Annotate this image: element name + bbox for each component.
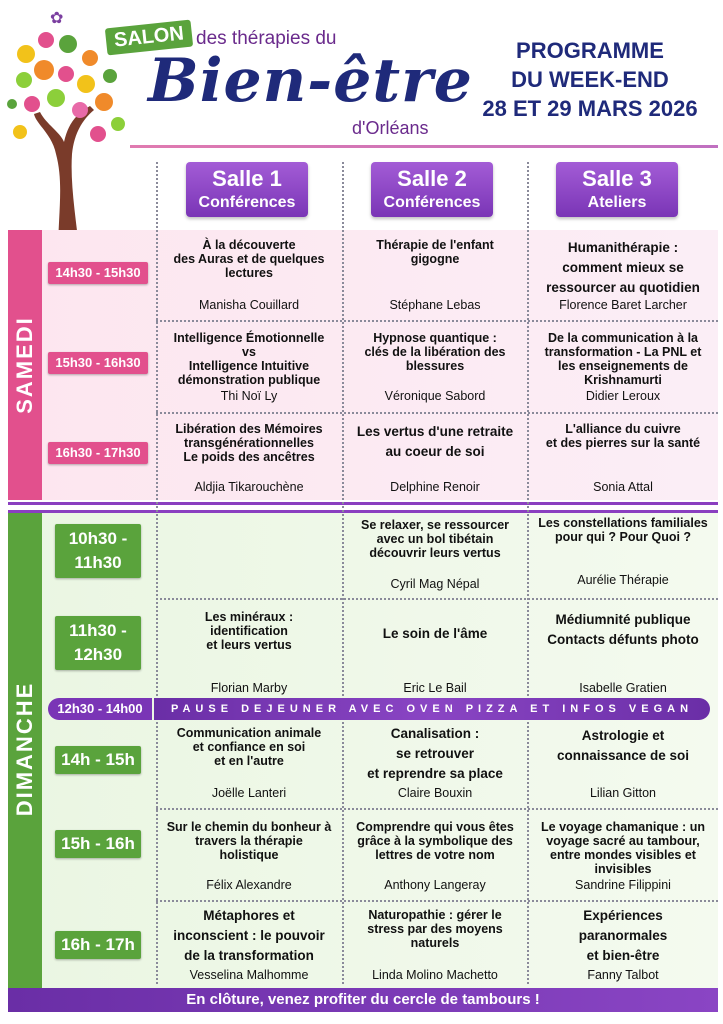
- session-title: Expériences paranormales et bien-être: [578, 908, 668, 963]
- session-title: Humanithérapie : comment mieux se ressourcer au quotidien: [546, 240, 700, 295]
- session-title: Les minéraux : identification et leurs vertus: [204, 610, 294, 652]
- session-title: Naturopathie : gérer le stress par des moyens naturels: [367, 908, 503, 950]
- time-badge: 11h30 - 12h30: [55, 616, 141, 670]
- session-cell: [531, 238, 715, 318]
- session-title: Intelligence Émotionnelle vs Intelligence Intuitive démonstration publique: [173, 331, 325, 387]
- session-cell: [346, 518, 524, 596]
- grid-line: [342, 162, 344, 984]
- column-type: Conférences: [198, 194, 296, 211]
- session-speaker: Lilian Gitton: [589, 786, 656, 800]
- pause-time-badge: 12h30 - 14h00: [48, 698, 152, 720]
- session-cell: [346, 624, 524, 696]
- grid-line: [156, 412, 718, 414]
- session-cell: [160, 238, 338, 318]
- session-speaker: Florence Baret Larcher: [559, 298, 687, 312]
- session-speaker: Joëlle Lanteri: [211, 786, 287, 800]
- samedi-label-bar: [8, 230, 42, 500]
- day-label-samedi: SAMEDI: [12, 316, 37, 414]
- session-title: De la communication à la transformation - La PNL et les enseignements de Krishnamurti: [544, 331, 702, 387]
- session-speaker: Manisha Couillard: [198, 298, 300, 312]
- session-cell: [160, 726, 338, 806]
- column-type: Ateliers: [587, 194, 647, 211]
- session-cell: [531, 422, 715, 498]
- session-cell: [346, 331, 524, 409]
- session-cell: [160, 331, 338, 409]
- session-cell: [531, 516, 715, 594]
- time-badge: 15h - 16h: [55, 830, 141, 858]
- grid-line: [527, 162, 529, 984]
- column-room: Salle 1: [212, 166, 282, 191]
- session-speaker: Fanny Talbot: [587, 968, 659, 982]
- session-cell: [346, 238, 524, 318]
- closing-banner: En clôture, venez profiter du cercle de tambours !: [8, 988, 718, 1012]
- session-cell: [346, 422, 524, 498]
- grid-line: [156, 900, 718, 902]
- session-title: Communication animale et confiance en soi et en l'autre: [176, 726, 322, 768]
- grid-line: [156, 162, 158, 984]
- session-cell: [346, 820, 524, 898]
- session-speaker: Cyril Mag Népal: [390, 577, 480, 591]
- day-label-dimanche: DIMANCHE: [12, 681, 37, 817]
- session-title: Le voyage chamanique : un voyage sacré au tambour, entre mondes visibles et invisibles: [541, 820, 705, 876]
- grid-line: [156, 598, 718, 600]
- session-speaker: Thi Noï Ly: [220, 389, 278, 403]
- column-room: Salle 3: [582, 166, 652, 191]
- butterfly-icon: ✿: [50, 10, 64, 27]
- session-cell: [160, 820, 338, 898]
- lunch-break-banner: PAUSE DEJEUNER AVEC OVEN PIZZA ET INFOS VEGAN: [154, 698, 710, 720]
- time-badge: 16h30 - 17h30: [48, 442, 148, 464]
- column-header-salle-3: [556, 162, 678, 217]
- session-speaker: Stéphane Lebas: [389, 298, 481, 312]
- session-speaker: Aurélie Thérapie: [577, 573, 669, 587]
- column-type: Conférences: [383, 194, 481, 211]
- session-cell: [160, 610, 338, 696]
- session-title: Métaphores et inconscient : le pouvoir de la transformation: [173, 908, 325, 963]
- session-cell: [531, 610, 715, 696]
- session-speaker: Aldjia Tikarouchène: [194, 480, 304, 494]
- header-divider: [130, 145, 718, 148]
- time-badge: 14h - 15h: [55, 746, 141, 774]
- session-cell: [346, 724, 524, 806]
- session-title: Comprendre qui vous êtes grâce à la symbolique des lettres de votre nom: [356, 820, 514, 862]
- session-speaker: Sandrine Filippini: [575, 878, 671, 892]
- session-speaker: Florian Marby: [210, 681, 288, 695]
- session-cell: [531, 331, 715, 409]
- session-title: Se relaxer, se ressourcer avec un bol tibétain découvrir leurs vertus: [360, 518, 510, 560]
- session-title: Le soin de l'âme: [382, 626, 488, 641]
- time-badge: 14h30 - 15h30: [48, 262, 148, 284]
- dimanche-label-bar: [8, 510, 42, 988]
- event-city: d'Orléans: [352, 118, 429, 138]
- session-cell: [160, 422, 338, 498]
- program-heading: [470, 36, 710, 123]
- event-title: Bien-être: [148, 46, 473, 116]
- session-cell: [160, 906, 338, 986]
- program-line: DU WEEK-END: [511, 67, 669, 92]
- time-badge: 10h30 - 11h30: [55, 524, 141, 578]
- session-speaker: Eric Le Bail: [403, 681, 467, 695]
- session-title: Libération des Mémoires transgénérationnelles Le poids des ancêtres: [175, 422, 323, 464]
- column-header-salle-1: [186, 162, 308, 217]
- session-cell: [531, 906, 715, 986]
- time-badge: 15h30 - 16h30: [48, 352, 148, 374]
- session-title: Astrologie et connaissance de soi: [556, 728, 690, 763]
- session-cell: [531, 820, 715, 898]
- session-speaker: Isabelle Gratien: [579, 681, 667, 695]
- session-title: Les constellations familiales pour qui ? Pour Quoi ?: [538, 516, 708, 544]
- session-title: À la découverte des Auras et de quelques lectures: [173, 238, 325, 280]
- session-speaker: Linda Molino Machetto: [372, 968, 498, 982]
- grid-line: [156, 808, 718, 810]
- session-title: L'alliance du cuivre et des pierres sur la santé: [545, 422, 701, 450]
- column-header-salle-2: [371, 162, 493, 217]
- program-date: 28 ET 29 MARS 2026: [482, 96, 698, 121]
- day-separator: [8, 502, 718, 505]
- program-line: PROGRAMME: [516, 38, 664, 63]
- session-title: Thérapie de l'enfant gigogne: [376, 238, 494, 266]
- time-badge: 16h - 17h: [55, 931, 141, 959]
- session-title: Hypnose quantique : clés de la libération des blessures: [364, 331, 506, 373]
- day-separator: [8, 510, 718, 513]
- session-speaker: Didier Leroux: [585, 389, 661, 403]
- session-speaker: Vesselina Malhomme: [189, 968, 309, 982]
- session-title: Médiumnité publique Contacts défunts photo: [547, 612, 699, 647]
- session-title: Les vertus d'une retraite au coeur de soi: [356, 424, 514, 459]
- session-cell: [531, 726, 715, 806]
- session-speaker: Véronique Sabord: [384, 389, 486, 403]
- session-cell: [346, 908, 524, 986]
- session-title: Sur le chemin du bonheur à travers la thérapie holistique: [166, 820, 332, 862]
- grid-line: [156, 320, 718, 322]
- session-speaker: Claire Bouxin: [397, 786, 473, 800]
- session-title: Canalisation : se retrouver et reprendre sa place: [367, 726, 503, 781]
- session-speaker: Félix Alexandre: [206, 878, 292, 892]
- salon-badge: SALON: [105, 20, 193, 56]
- session-speaker: Anthony Langeray: [384, 878, 486, 892]
- column-room: Salle 2: [397, 166, 467, 191]
- session-speaker: Delphine Renoir: [390, 480, 480, 494]
- header-subtitle: des thérapies du: [196, 28, 337, 49]
- session-speaker: Sonia Attal: [593, 480, 653, 494]
